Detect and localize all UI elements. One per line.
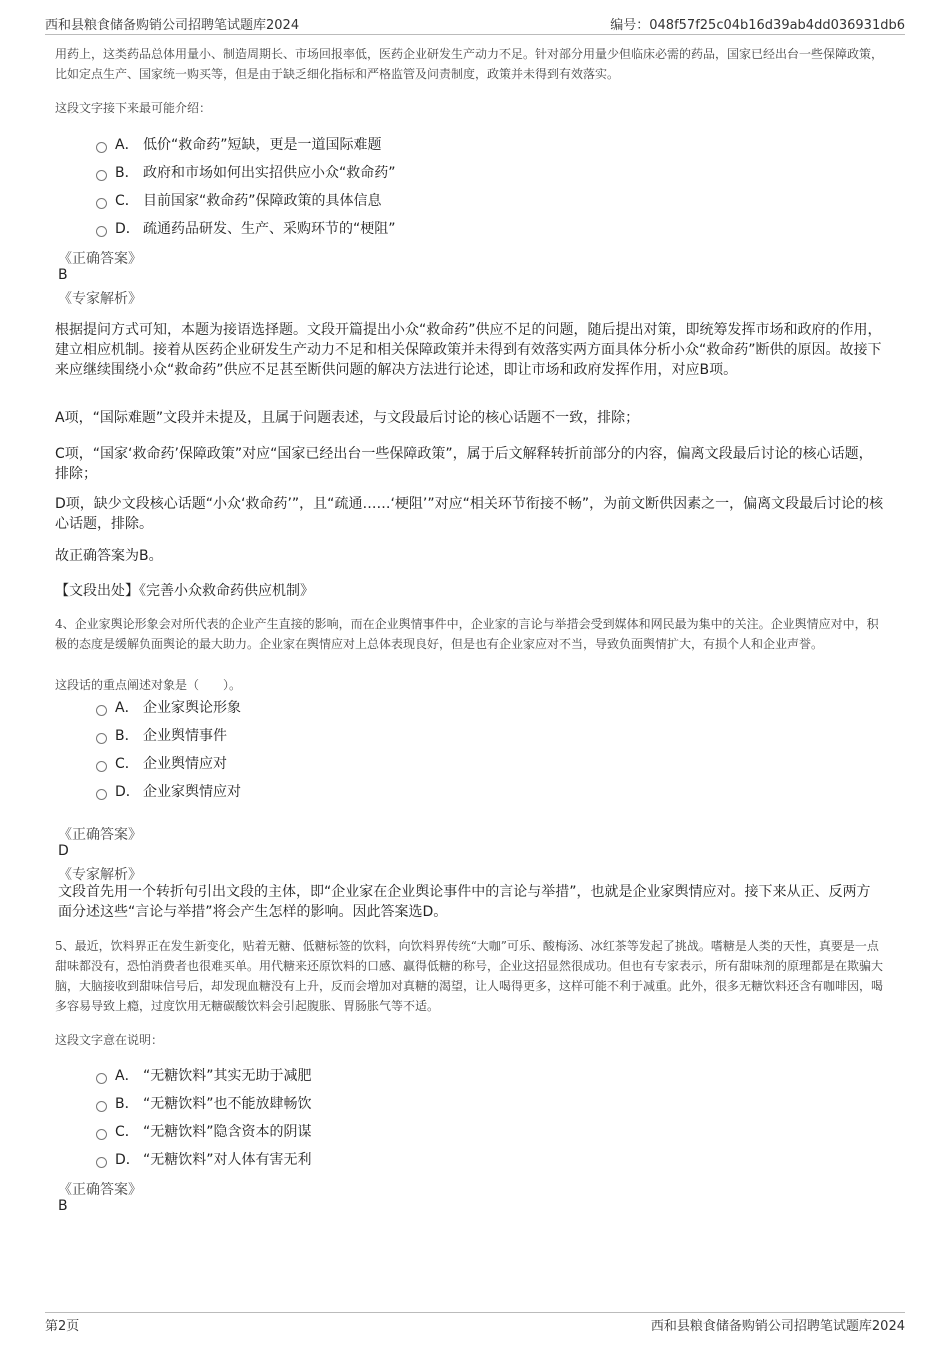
q3-source: 【文段出处】《完善小众救命药供应机制》 [55,583,314,599]
q3-option-a[interactable]: A． 低价“救命药”短缺，更是一道国际难题 [96,134,382,154]
q3-analysis-paragraph: C项，“国家‘救命药’保障政策”对应“国家已经出台一些保障政策”，属于后文解释转折前部分的内容，偏离文段最后讨论的核心话题，排除； [55,446,873,482]
q5-option-d[interactable]: D． “无糖饮料”对人体有害无利 [96,1149,312,1169]
q3-analysis-paragraph: A项，“国际难题”文段并未提及，且属于问题表述，与文段最后讨论的核心话题不一致，排除； [55,410,640,426]
q3-analysis-paragraph: 故正确答案为B。 [55,548,163,564]
q4-analysis: 文段首先用一个转折句引出文段的主体，即“企业家在企业舆论事件中的言论与举措”，也就是企业家舆情应对。接下来从正、反两方面分述这些“言论与举措”将会产生怎样的影响。因此答案选D。 [58,884,871,920]
q4-option-a[interactable]: A． 企业家舆论形象 [96,697,241,717]
document-header-title: 西和县粮食储备购销公司招聘笔试题库2024 [45,18,300,33]
radio-icon[interactable] [96,142,107,153]
radio-icon[interactable] [96,226,107,237]
radio-icon[interactable] [96,1129,107,1140]
page-number: 第2页 [45,1319,80,1334]
q5-option-c[interactable]: C． “无糖饮料”隐含资本的阴谋 [96,1121,312,1141]
q3-answer-label: 《正确答案》 [58,251,142,267]
q5-option-b[interactable]: B． “无糖饮料”也不能放肆畅饮 [96,1093,312,1113]
q4-question: 这段话的重点阐述对象是（ ）。 [55,678,242,692]
radio-icon[interactable] [96,1101,107,1112]
q3-question: 这段文字接下来最可能介绍： [55,101,212,115]
q3-passage: 用药上，这类药品总体用量小、制造周期长、市场回报率低，医药企业研发生产动力不足。针对部分用量少但临床必需的药品，国家已经出台一些保障政策，比如定点生产、国家统一购买等，但是由于缺乏细化指标和严格监管及问责制度，政策并未得到有效落实。 [55,47,884,81]
q3-analysis-paragraph: 根据提问方式可知，本题为接语选择题。文段开篇提出小众“救命药”供应不足的问题，随后提出对策，即统筹发挥市场和政府的作用，建立相应机制。接着从医药企业研发生产动力不足和相关保障政策并未得到有效落实两方面具体分析小众“救命药”断供的原因。故接下来应继续围绕小众“救命药”供应不足甚至断供问题的解决方法进行论述，即让市场和政府发挥作用，对应B项。 [55,322,882,378]
q5-answer-label: 《正确答案》 [58,1182,142,1198]
q5-answer: B [58,1198,68,1214]
document-footer-title: 西和县粮食储备购销公司招聘笔试题库2024 [650,1319,905,1334]
q4-option-b[interactable]: B． 企业舆情事件 [96,725,227,745]
q3-option-b[interactable]: B． 政府和市场如何出实招供应小众“救命药” [96,162,396,182]
radio-icon[interactable] [96,761,107,772]
q5-option-a[interactable]: A． “无糖饮料”其实无助于减肥 [96,1065,312,1085]
radio-icon[interactable] [96,1157,107,1168]
document-code: 编号：048f57f25c04b16d39ab4dd036931db6 [610,18,905,33]
q5-passage: 5、最近，饮料界正在发生新变化，贴着无糖、低糖标签的饮料，向饮料界传统“大咖”可乐、酸梅汤、冰红茶等发起了挑战。嗜糖是人类的天性，真要是一点甜味都没有，恐怕消费者也很难买单。用代糖来还原饮料的口感、赢得低糖的称号，企业这招显然很成功。但也有专家表示，所有甜味剂的原理都是在欺骗大脑，大脑接收到甜味信号后，却发现血糖没有上升，反而会增加对真糖的渴望，让人喝得更多，这样可能不利于减重。此外，很多无糖饮料还含有咖啡因，喝多容易导致上瘾，过度饮用无糖碳酸饮料会引起腹胀、胃肠胀气等不适。 [55,939,884,1013]
q3-option-c[interactable]: C． 目前国家“救命药”保障政策的具体信息 [96,190,382,210]
q4-answer-label: 《正确答案》 [58,827,142,843]
q4-option-c[interactable]: C． 企业舆情应对 [96,753,227,773]
q3-answer: B [58,267,68,283]
q3-analysis-paragraph: D项，缺少文段核心话题“小众‘救命药’”，且“疏通……‘梗阻’”对应“相关环节衔接不畅”，为前文断供因素之一，偏离文段最后讨论的核心话题，排除。 [55,496,884,532]
radio-icon[interactable] [96,170,107,181]
q3-analysis-label: 《专家解析》 [58,291,142,307]
q5-question: 这段文字意在说明： [55,1033,164,1047]
radio-icon[interactable] [96,733,107,744]
radio-icon[interactable] [96,198,107,209]
q4-answer: D [58,843,69,859]
footer-divider [45,1312,905,1313]
header-divider [45,34,905,35]
q4-passage: 4、企业家舆论形象会对所代表的企业产生直接的影响，而在企业舆情事件中，企业家的言论与举措会受到媒体和网民最为集中的关注。企业舆情应对中，积极的态度是缓解负面舆论的最大助力。企业家在舆情应对上总体表现良好，但是也有企业家应对不当，导致负面舆情扩大，有损个人和企业声誉。 [55,617,879,651]
radio-icon[interactable] [96,705,107,716]
q3-option-d[interactable]: D． 疏通药品研发、生产、采购环节的“梗阻” [96,218,396,238]
radio-icon[interactable] [96,789,107,800]
radio-icon[interactable] [96,1073,107,1084]
q4-analysis-label: 《专家解析》 [58,867,142,883]
q4-option-d[interactable]: D． 企业家舆情应对 [96,781,241,801]
